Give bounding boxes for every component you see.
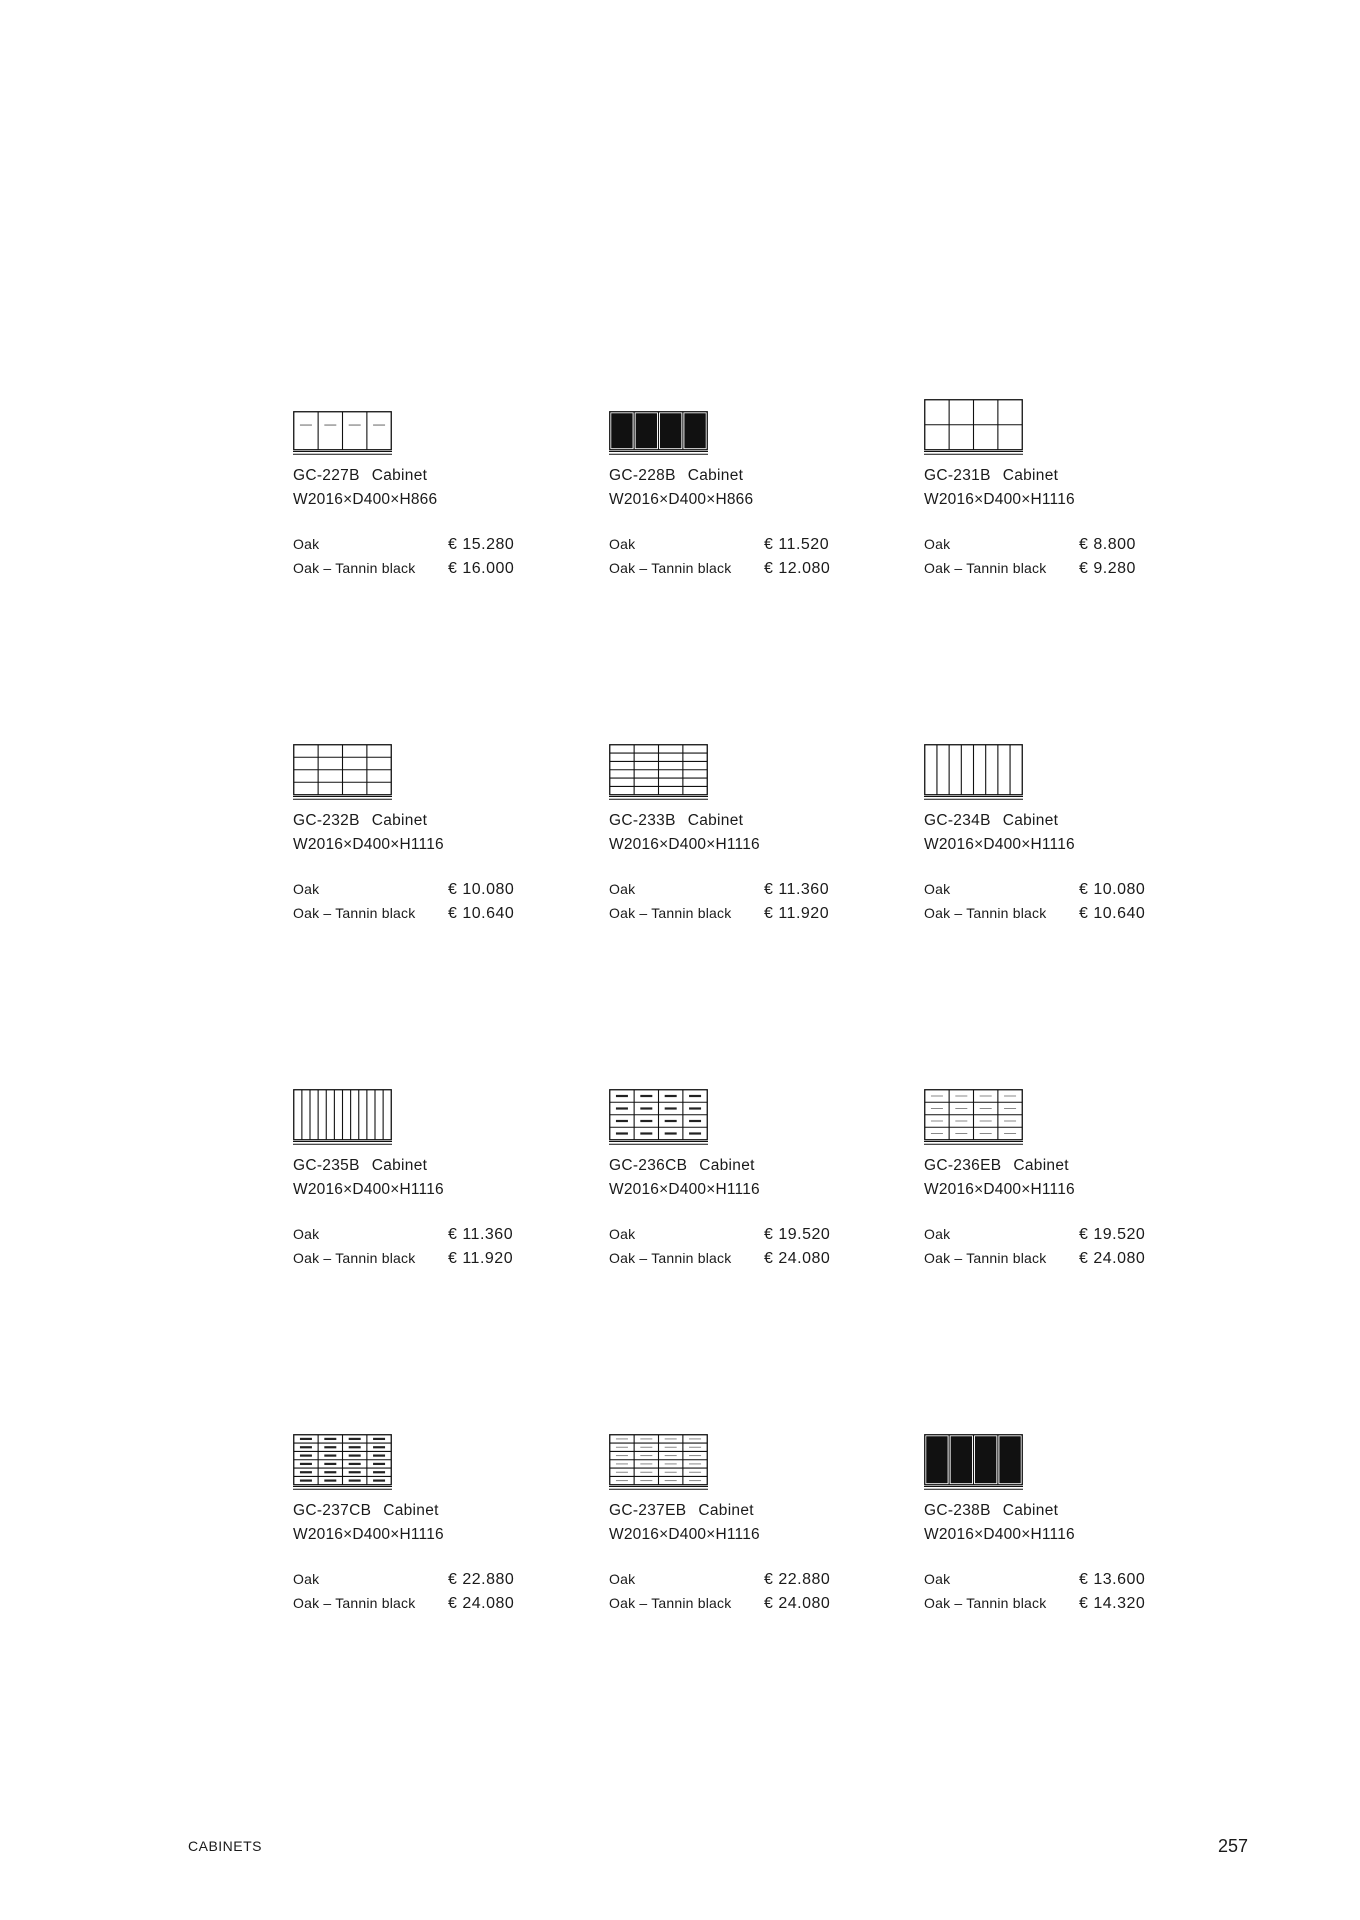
product-dimensions: W2016×D400×H1116 [609,1526,760,1543]
product-card [609,395,839,595]
price-value: € 10.640 [448,905,515,922]
product-title [924,812,1058,830]
cabinet-4x6-drawers-icon [293,1430,392,1490]
price-value: € 11.520 [764,536,830,553]
product-title [609,467,743,485]
finish-label: Oak [293,1226,320,1242]
finish-label: Oak [609,1571,636,1587]
price-value: € 22.880 [448,1571,515,1588]
product-title [293,812,427,830]
finish-label: Oak – Tannin black [924,1595,1047,1611]
product-card [924,1430,1154,1630]
product-dimensions: W2016×D400×H1116 [924,491,1075,508]
product-name: Cabinet [371,1157,428,1174]
price-value: € 15.280 [448,536,515,553]
product-name: Cabinet [687,467,744,484]
product-name: Cabinet [1002,812,1059,829]
finish-label: Oak – Tannin black [924,1250,1047,1266]
finish-label: Oak [609,536,636,552]
price-value: € 14.320 [1079,1595,1146,1612]
price-value: € 12.080 [764,560,831,577]
page-number: 257 [1217,1836,1248,1856]
product-code: GC-236CB [609,1157,688,1174]
product-dimensions: W2016×D400×H1116 [609,1181,760,1198]
cabinet-4x4-drawers-thin-icon [924,1085,1023,1145]
product-code: GC-238B [924,1502,991,1519]
price-value: € 16.000 [448,560,515,577]
product-dimensions: W2016×D400×H1116 [924,1526,1075,1543]
price-value: € 24.080 [764,1595,831,1612]
price-value: € 24.080 [448,1595,515,1612]
finish-label: Oak – Tannin black [924,560,1047,576]
product-card [609,1430,839,1630]
product-dimensions: W2016×D400×H1116 [293,1181,444,1198]
price-value: € 9.280 [1079,560,1136,577]
finish-label: Oak – Tannin black [609,1250,732,1266]
finish-label: Oak – Tannin black [609,560,732,576]
finish-label: Oak – Tannin black [924,905,1047,921]
finish-label: Oak [293,1571,320,1587]
product-dimensions: W2016×D400×H1116 [924,1181,1075,1198]
finish-label: Oak [609,881,636,897]
cabinet-12-vertical-dividers-icon [293,1085,392,1145]
product-title [609,812,743,830]
finish-label: Oak – Tannin black [293,1595,416,1611]
product-dimensions: W2016×D400×H1116 [609,836,760,853]
product-title [293,1157,427,1175]
price-value: € 10.080 [448,881,515,898]
cabinet-4-dark-glass-doors-icon [609,395,708,455]
price-value: € 19.520 [764,1226,831,1243]
price-value: € 19.520 [1079,1226,1146,1243]
finish-label: Oak [924,881,951,897]
price-value: € 24.080 [764,1250,831,1267]
cabinet-4-sliding-doors-icon [293,395,392,455]
finish-label: Oak [293,881,320,897]
cabinet-4x6-drawers-thin-icon [609,1430,708,1490]
product-code: GC-233B [609,812,676,829]
finish-label: Oak – Tannin black [293,560,416,576]
product-title [609,1502,754,1520]
product-name: Cabinet [1002,467,1059,484]
price-value: € 22.880 [764,1571,831,1588]
finish-label: Oak [924,1226,951,1242]
product-title [293,467,427,485]
product-card [293,1430,523,1630]
product-title [293,1502,439,1520]
price-value: € 8.800 [1079,536,1136,553]
product-card [609,1085,839,1285]
product-title [924,1502,1058,1520]
price-value: € 10.080 [1079,881,1146,898]
product-code: GC-231B [924,467,991,484]
finish-label: Oak [293,536,320,552]
price-value: € 24.080 [1079,1250,1146,1267]
product-code: GC-237CB [293,1502,372,1519]
product-name: Cabinet [371,467,428,484]
cabinet-4-tall-dark-glass-doors-icon [924,1430,1023,1490]
product-card [924,1085,1154,1285]
product-name: Cabinet [1002,1502,1059,1519]
product-dimensions: W2016×D400×H1116 [924,836,1075,853]
cabinet-8-vertical-dividers-icon [924,740,1023,800]
finish-label: Oak – Tannin black [293,905,416,921]
finish-label: Oak [924,1571,951,1587]
product-code: GC-232B [293,812,360,829]
price-value: € 11.360 [448,1226,514,1243]
product-name: Cabinet [698,1502,754,1519]
product-code: GC-235B [293,1157,360,1174]
price-value: € 13.600 [1079,1571,1146,1588]
product-code: GC-234B [924,812,991,829]
product-code: GC-236EB [924,1157,1002,1174]
product-name: Cabinet [1013,1157,1069,1174]
product-card [293,740,523,940]
finish-label: Oak – Tannin black [293,1250,416,1266]
product-title [609,1157,755,1175]
finish-label: Oak – Tannin black [609,905,732,921]
product-code: GC-227B [293,467,360,484]
product-card [609,740,839,940]
product-name: Cabinet [699,1157,755,1174]
product-dimensions: W2016×D400×H866 [609,491,754,508]
finish-label: Oak [609,1226,636,1242]
product-code: GC-228B [609,467,676,484]
product-title [924,1157,1069,1175]
product-card [293,1085,523,1285]
product-card [924,740,1154,940]
cabinet-4x6-open-shelves-icon [609,740,708,800]
product-title [924,467,1058,485]
finish-label: Oak [924,536,951,552]
product-code: GC-237EB [609,1502,687,1519]
section-label: CABINETS [188,1838,263,1854]
product-name: Cabinet [371,812,428,829]
product-card [924,395,1154,595]
product-name: Cabinet [687,812,744,829]
product-dimensions: W2016×D400×H1116 [293,836,444,853]
finish-label: Oak – Tannin black [609,1595,732,1611]
price-value: € 10.640 [1079,905,1146,922]
price-value: € 11.920 [764,905,830,922]
cabinet-4x4-open-shelves-icon [293,740,392,800]
product-dimensions: W2016×D400×H866 [293,491,438,508]
cabinet-4x4-drawers-icon [609,1085,708,1145]
product-dimensions: W2016×D400×H1116 [293,1526,444,1543]
cabinet-4x2-open-shelves-icon [924,395,1023,455]
price-value: € 11.920 [448,1250,514,1267]
price-value: € 11.360 [764,881,830,898]
product-card [293,395,523,595]
product-name: Cabinet [383,1502,439,1519]
